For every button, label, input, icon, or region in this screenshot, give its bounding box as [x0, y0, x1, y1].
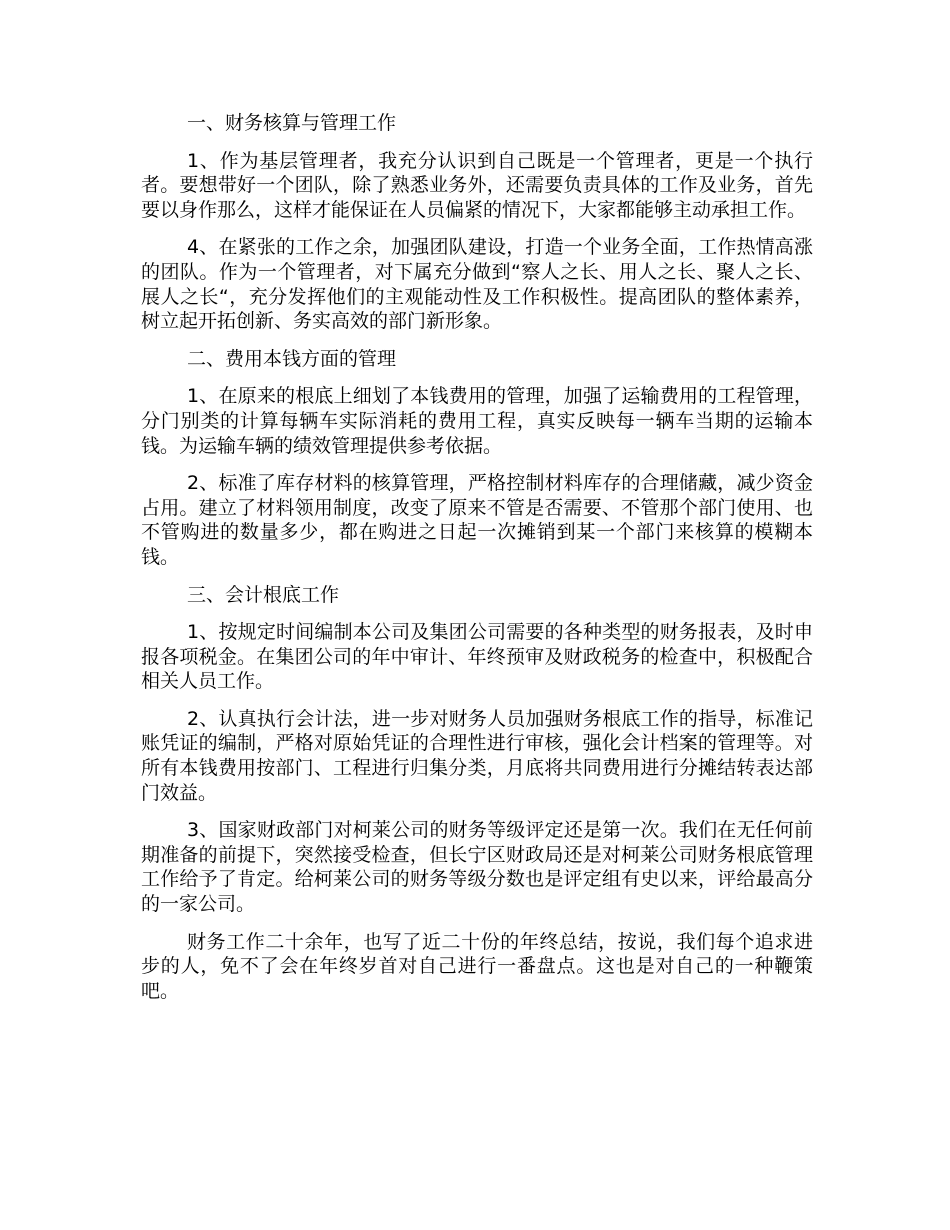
- section-heading-3: 三、会计根底工作: [187, 583, 340, 606]
- section-heading-1: 一、财务核算与管理工作: [187, 112, 397, 134]
- paragraph-2-2: 2、标准了库存材料的核算管理，严格控制材料库存的合理储藏，减少资金占用。建立了材料领用制度，改变了原来不管是否需要、不管那个部门使用、也不管购进的数量多少，都在购进之日起一次摊销到某一个部门来核算的模糊本钱。: [141, 472, 813, 568]
- paragraph-closing: 财务工作二十余年，也写了近二十份的年终总结，按说，我们每个追求进步的人，免不了会在年终岁首对自己进行一番盘点。这也是对自己的一种鞭策吧。: [141, 930, 813, 1002]
- paragraph-3-1: 1、按规定时间编制本公司及集团公司需要的各种类型的财务报表，及时申报各项税金。在集团公司的年中审计、年终预审及财政税务的检查中，积极配合相关人员工作。: [141, 621, 813, 693]
- paragraph-1-4: 4、在紧张的工作之余，加强团队建设，打造一个业务全面，工作热情高涨的团队。作为一个管理者，对下属充分做到“察人之长、用人之长、聚人之长、展人之长“，充分发挥他们的主观能动性及工作积极性。提高团队的整体素养，树立起开拓创新、务实高效的部门新形象。: [141, 236, 813, 333]
- paragraph-3-2: 2、认真执行会计法，进一步对财务人员加强财务根底工作的指导，标准记账凭证的编制，严格对原始凭证的合理性进行审核，强化会计档案的管理等。对所有本钱费用按部门、工程进行归集分类，月底将共同费用进行分摊结转表达部门效益。: [141, 707, 813, 804]
- paragraph-2-1: 1、在原来的根底上细划了本钱费用的管理，加强了运输费用的工程管理，分门别类的计算每辆车实际消耗的费用工程，真实反映每一辆车当期的运输本钱。为运输车辆的绩效管理提供参考依据。: [141, 385, 813, 457]
- paragraph-1-1: 1、作为基层管理者，我充分认识到自己既是一个管理者，更是一个执行者。要想带好一个团队，除了熟悉业务外，还需要负责具体的工作及业务，首先要以身作那么，这样才能保证在人员偏紧的情况下，大家都能够主动承担工作。: [141, 149, 813, 221]
- paragraph-3-3: 3、国家财政部门对柯莱公司的财务等级评定还是第一次。我们在无任何前期准备的前提下，突然接受检查，但长宁区财政局还是对柯莱公司财务根底管理工作给予了肯定。给柯莱公司的财务等级分数也是评定组有史以来，评给最高分的一家公司。: [141, 819, 813, 916]
- document-body: [141, 111, 813, 1016]
- section-heading-2: 二、费用本钱方面的管理: [187, 347, 397, 370]
